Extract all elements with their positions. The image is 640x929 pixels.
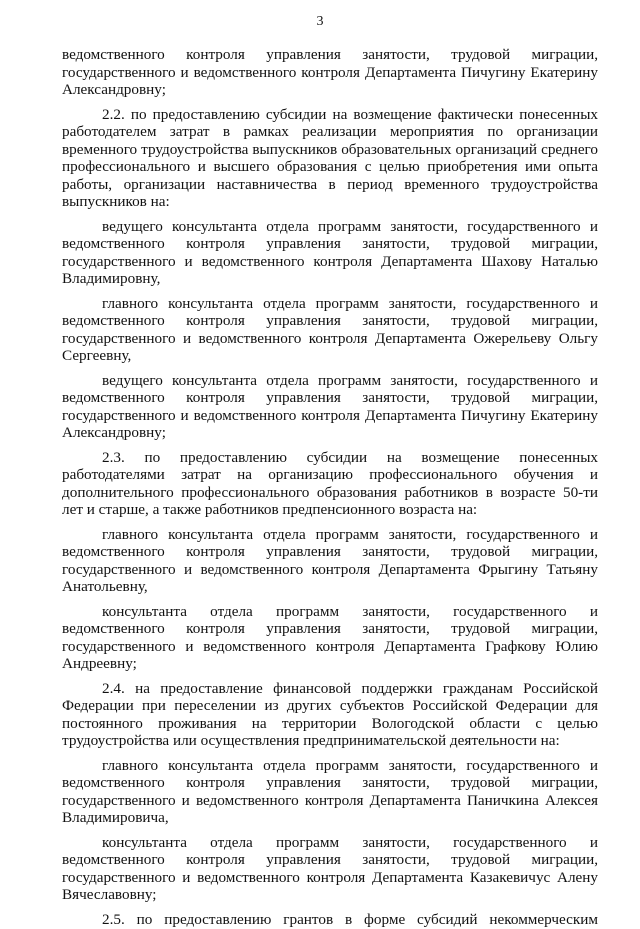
- paragraph: 2.5. по предоставлению грантов в форме субсидий некоммерческим: [102, 910, 598, 928]
- paragraph: консультанта отдела программ занятости, государственного и ведомственного контроля управления занятости, трудовой миграции, государственного и ведомственного контроля Департамента Казакевичус Алену Вячеславовну;: [62, 833, 598, 903]
- paragraph: главного консультанта отдела программ занятости, государственного и ведомственного контроля управления занятости, трудовой миграции, государственного и ведомственного контроля Департамента Паничкина Алексея Владимировича,: [62, 756, 598, 826]
- paragraph: ведомственного контроля управления занятости, трудовой миграции, государственного и ведомственного контроля Департамента Пичугину Екатерину Александровну;: [62, 46, 598, 98]
- paragraph: главного консультанта отдела программ занятости, государственного и ведомственного контроля управления занятости, трудовой миграции, государственного и ведомственного контроля Департамента Фрыгину Татьяну Анатольевну,: [62, 525, 598, 595]
- paragraph: 2.2. по предоставлению субсидии на возмещение фактически понесенных работодателем затрат в рамках реализации мероприятия по организации временного трудоустройства выпускников образовательных организаций среднего профессионального и высшего образования с целью приобретения ими опыта работы, организации наставничества в период временного трудоустройства выпускников на:: [62, 105, 598, 210]
- paragraph: главного консультанта отдела программ занятости, государственного и ведомственного контроля управления занятости, трудовой миграции, государственного и ведомственного контроля Департамента Ожерельеву Ольгу Сергеевну,: [62, 294, 598, 364]
- paragraph: 2.3. по предоставлению субсидии на возмещение понесенных работодателями затрат на организацию профессионального обучения и дополнительного профессионального образования работников в возрасте 50-ти лет и старше, а также работников предпенсионного возраста на:: [62, 448, 598, 518]
- paragraph: ведущего консультанта отдела программ занятости, государственного и ведомственного контроля управления занятости, трудовой миграции, государственного и ведомственного контроля Департамента Шахову Наталью Владимировну,: [62, 217, 598, 287]
- paragraph: 2.4. на предоставление финансовой поддержки гражданам Российской Федерации при переселении из других субъектов Российской Федерации для постоянного проживания на территории Вологодской области с целью трудоустройства или осуществления предпринимательской деятельности на:: [62, 679, 598, 749]
- page-number: 3: [316, 14, 324, 29]
- document-body: [62, 46, 598, 929]
- paragraph: консультанта отдела программ занятости, государственного и ведомственного контроля управления занятости, трудовой миграции, государственного и ведомственного контроля Департамента Графкову Юлию Андреевну;: [62, 602, 598, 672]
- paragraph: ведущего консультанта отдела программ занятости, государственного и ведомственного контроля управления занятости, трудовой миграции, государственного и ведомственного контроля Департамента Пичугину Екатерину Александровну;: [62, 371, 598, 441]
